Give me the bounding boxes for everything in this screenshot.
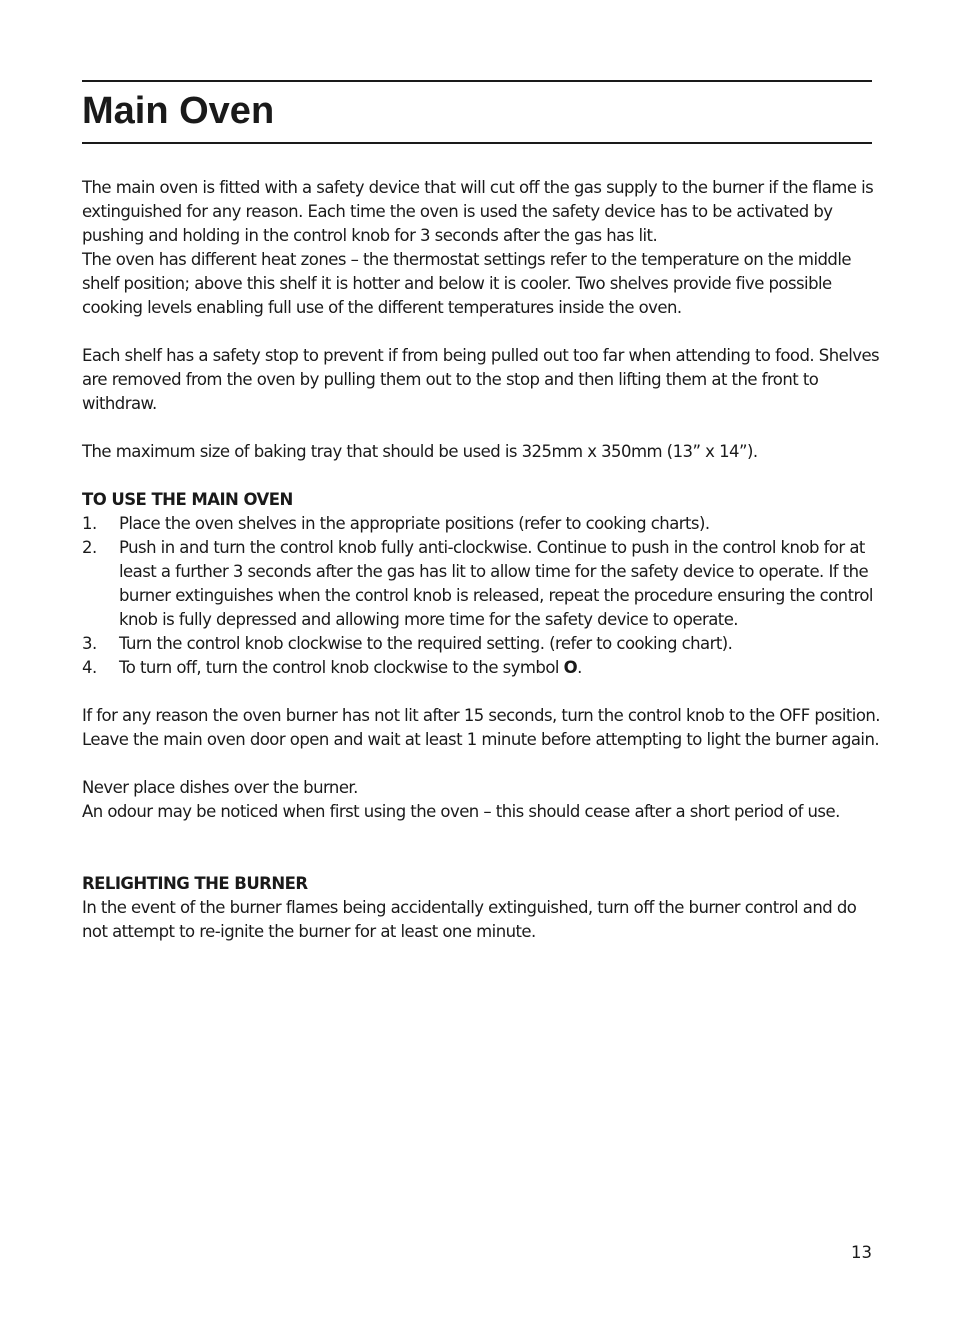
step-item <box>82 536 882 632</box>
page-title: Main Oven <box>82 90 275 132</box>
not-lit-note: If for any reason the oven burner has not lit after 15 seconds, turn the control knob to the OFF position. Leave the main oven door open and wait at least 1 minute before attempting to light the burner again. <box>82 706 880 749</box>
title-underline <box>82 142 872 144</box>
relight-heading: RELIGHTING THE BURNER <box>82 874 308 893</box>
step-number: 3. <box>82 634 97 653</box>
odour-note: An odour may be noticed when first using the oven – this should cease after a short period of use. <box>82 802 840 821</box>
page-body <box>82 176 882 944</box>
step-number: 4. <box>82 658 97 677</box>
use-oven-heading: TO USE THE MAIN OVEN <box>82 490 293 509</box>
step-text: Place the oven shelves in the appropriate positions (refer to cooking charts). <box>119 514 710 533</box>
step-text-end: . <box>577 658 582 677</box>
dishes-warning: Never place dishes over the burner. <box>82 778 358 797</box>
intro-paragraph-safety: The main oven is fitted with a safety device that will cut off the gas supply to the burner if the flame is extinguished for any reason. Each time the oven is used the safety device has to be activated by pushing and holding in the control knob for 3 seconds after the gas has lit. <box>82 178 874 245</box>
relight-text: In the event of the burner flames being accidentally extinguished, turn off the burner control and do not attempt to re-ignite the burner for at least one minute. <box>82 898 857 941</box>
step-text-group <box>119 656 882 680</box>
step-text: To turn off, turn the control knob clockwise to the symbol <box>119 658 564 677</box>
step-number: 1. <box>82 514 97 533</box>
use-oven-steps <box>82 512 882 680</box>
step-item <box>82 632 882 656</box>
intro-paragraph-tray-size: The maximum size of baking tray that should be used is 325mm x 350mm (13” x 14”). <box>82 442 758 461</box>
step-text: Push in and turn the control knob fully anti-clockwise. Continue to push in the control knob for at least a further 3 seconds after the gas has lit to allow time for the safety device to operate. If the burner extinguishes when the control knob is released, repeat the procedure ensuring the control knob is fully depressed and allowing more time for the safety device to operate. <box>119 538 873 629</box>
off-symbol: O <box>563 658 578 677</box>
step-item <box>82 512 882 536</box>
intro-paragraph-heat-zones: The oven has different heat zones – the thermostat settings refer to the temperature on the middle shelf position; above this shelf it is hotter and below it is cooler. Two shelves provide five possible cooking levels enabling full use of the different temperatures inside the oven. <box>82 250 851 317</box>
step-item <box>82 656 882 680</box>
step-text: Turn the control knob clockwise to the required setting. (refer to cooking chart). <box>119 634 733 653</box>
page-number: 13 <box>851 1243 872 1262</box>
step-number: 2. <box>82 538 97 557</box>
top-rule <box>82 80 872 82</box>
intro-paragraph-shelf-stop: Each shelf has a safety stop to prevent if from being pulled out too far when attending to food. Shelves are removed from the oven by pulling them out to the stop and then lifting them at the front to withdraw. <box>82 346 880 413</box>
